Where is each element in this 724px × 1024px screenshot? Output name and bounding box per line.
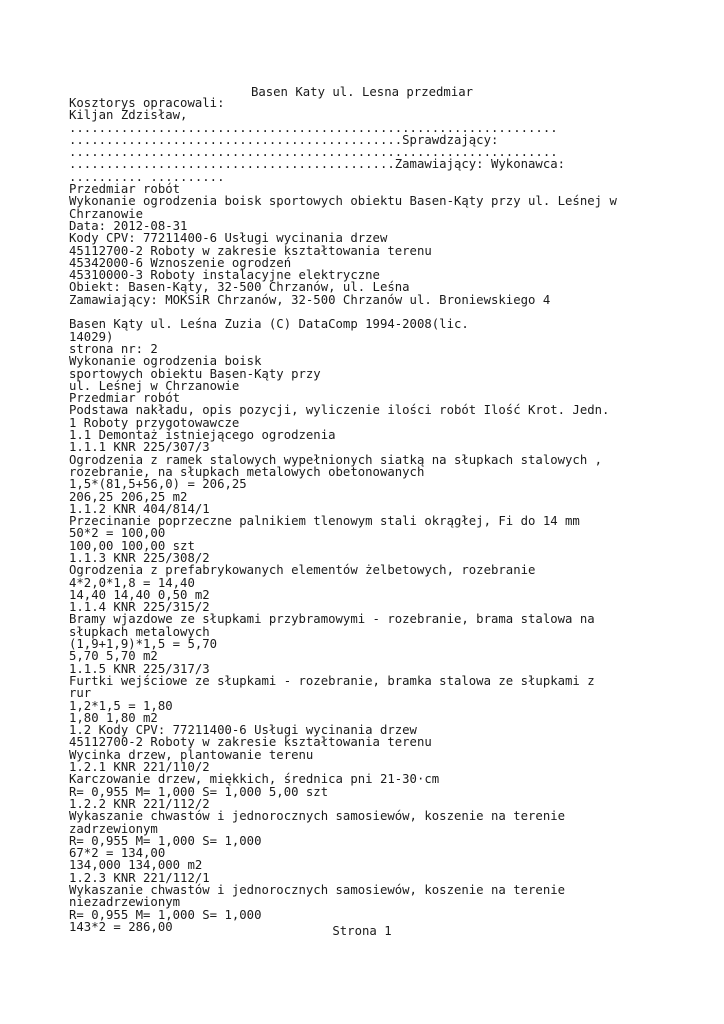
text-line: 5,70 5,70 m2: [69, 649, 158, 664]
text-line: niezadrzewionym: [69, 895, 181, 910]
text-line: Kiljan Zdzisław,: [69, 108, 188, 123]
text-line: 4*2,0*1,8 = 14,40: [69, 575, 195, 590]
text-line: 45112700-2 Roboty w zakresie kształtowania terenu: [69, 243, 432, 258]
text-line: Karczowanie drzew, miękkich, średnica pni 21-30·cm: [69, 772, 440, 787]
text-line: 45112700-2 Roboty w zakresie kształtowania terenu: [69, 735, 432, 750]
text-line: Przedmiar robót: [69, 182, 181, 197]
text-line: Kody CPV: 77211400-6 Usługi wycinania drzew: [69, 231, 388, 246]
text-line: Wykonanie ogrodzenia boisk sportowych obiektu Basen-Kąty przy ul. Leśnej w: [69, 194, 617, 209]
text-line: ............................................Zamawiający: Wykonawca:: [69, 157, 566, 172]
text-line: Obiekt: Basen-Kąty, 32-500 Chrzanów, ul. Leśna: [69, 280, 410, 295]
page-footer: Strona 1: [332, 924, 392, 938]
text-line: 143*2 = 286,00: [69, 919, 173, 934]
text-line: 1.1 Demontaż istniejącego ogrodzenia: [69, 428, 336, 443]
text-line: 1.1.2 KNR 404/814/1: [69, 501, 210, 516]
text-line: 14,40 14,40 0,50 m2: [69, 587, 210, 602]
text-line: 134,000 134,000 m2: [69, 858, 203, 873]
text-line: 50*2 = 100,00: [69, 526, 166, 541]
text-line: Przecinanie poprzeczne palnikiem tlenowym stali okrągłej, Fi do 14 mm: [69, 514, 580, 529]
text-line: Ogrodzenia z ramek stalowych wypełnionych siatką na słupkach stalowych ,: [69, 452, 603, 467]
text-line: Data: 2012-08-31: [69, 218, 188, 233]
text-line: strona nr: 2: [69, 341, 158, 356]
text-line: Zamawiający: MOKSiR Chrzanów, 32-500 Chrzanów ul. Broniewskiego 4: [69, 292, 551, 307]
text-line: Chrzanowie: [69, 206, 144, 221]
text-line: 1.1.4 KNR 225/315/2: [69, 600, 210, 615]
text-line: 1.1.5 KNR 225/317/3: [69, 661, 210, 676]
text-line: .............................................Sprawdzający:: [69, 132, 499, 147]
page-header-title: Basen Katy ul. Lesna przedmiar: [250, 85, 474, 99]
text-line: 1.1.1 KNR 225/307/3: [69, 440, 210, 455]
text-line: Podstawa nakładu, opis pozycji, wyliczenie ilości robót Ilość Krot. Jedn.: [69, 403, 610, 418]
text-line: rur: [69, 686, 92, 701]
text-line: 1,2*1,5 = 1,80: [69, 698, 173, 713]
text-line: 1.2 Kody CPV: 77211400-6 Usługi wycinania drzew: [69, 723, 417, 738]
text-line: 206,25 206,25 m2: [69, 489, 188, 504]
text-line: Wycinka drzew, plantowanie terenu: [69, 747, 314, 762]
text-line: ul. Leśnej w Chrzanowie: [69, 378, 240, 393]
text-line: 1 Roboty przygotowawcze: [69, 415, 240, 430]
text-line: R= 0,955 M= 1,000 S= 1,000: [69, 907, 262, 922]
text-line: 1.2.2 KNR 221/112/2: [69, 796, 210, 811]
text-line: Furtki wejściowe ze słupkami - rozebranie, bramka stalowa ze słupkami z: [69, 673, 595, 688]
text-line: Ogrodzenia z prefabrykowanych elementów żelbetowych, rozebranie: [69, 563, 536, 578]
text-line: R= 0,955 M= 1,000 S= 1,000: [69, 833, 262, 848]
text-line: 45310000-3 Roboty instalacyjne elektryczne: [69, 268, 380, 283]
text-line: słupkach metalowych: [69, 624, 210, 639]
text-line: zadrzewionym: [69, 821, 158, 836]
text-line: .......... ..........: [69, 169, 225, 184]
text-line: 100,00 100,00 szt: [69, 538, 195, 553]
text-line: Bramy wjazdowe ze słupkami przybramowymi - rozebranie, brama stalowa na: [69, 612, 595, 627]
text-line: 1.2.3 KNR 221/112/1: [69, 870, 210, 885]
text-line: Wykaszanie chwastów i jednorocznych samosiewów, koszenie na terenie: [69, 883, 566, 897]
text-line: 67*2 = 134,00: [69, 846, 166, 861]
text-line: ..................................................................: [69, 120, 558, 135]
text-line: 1,5*(81,5+56,0) = 206,25: [69, 477, 247, 492]
text-line: Wykonanie ogrodzenia boisk: [69, 354, 262, 369]
text-line: rozebranie, na słupkach metalowych obetonowanych: [69, 464, 425, 479]
text-line: 1.2.1 KNR 221/110/2: [69, 760, 210, 775]
text-line: 45342000-6 Wznoszenie ogrodzeń: [69, 255, 292, 270]
document-body: [69, 97, 669, 933]
text-line: Kosztorys opracowali:: [69, 96, 225, 110]
text-line: R= 0,955 M= 1,000 S= 1,000 5,00 szt: [69, 784, 329, 799]
text-line: Basen Kąty ul. Leśna Zuzia (C) DataComp 1994-2008(lic.: [69, 317, 469, 332]
text-line: (1,9+1,9)*1,5 = 5,70: [69, 637, 218, 652]
text-line: Przedmiar robót: [69, 391, 181, 406]
text-line: 1.1.3 KNR 225/308/2: [69, 550, 210, 565]
text-line: Wykaszanie chwastów i jednorocznych samosiewów, koszenie na terenie: [69, 809, 566, 824]
text-line: sportowych obiektu Basen-Kąty przy: [69, 366, 321, 381]
text-line: ..................................................................: [69, 145, 558, 160]
text-line: 1,80 1,80 m2: [69, 710, 158, 725]
text-line: 14029): [69, 329, 114, 344]
